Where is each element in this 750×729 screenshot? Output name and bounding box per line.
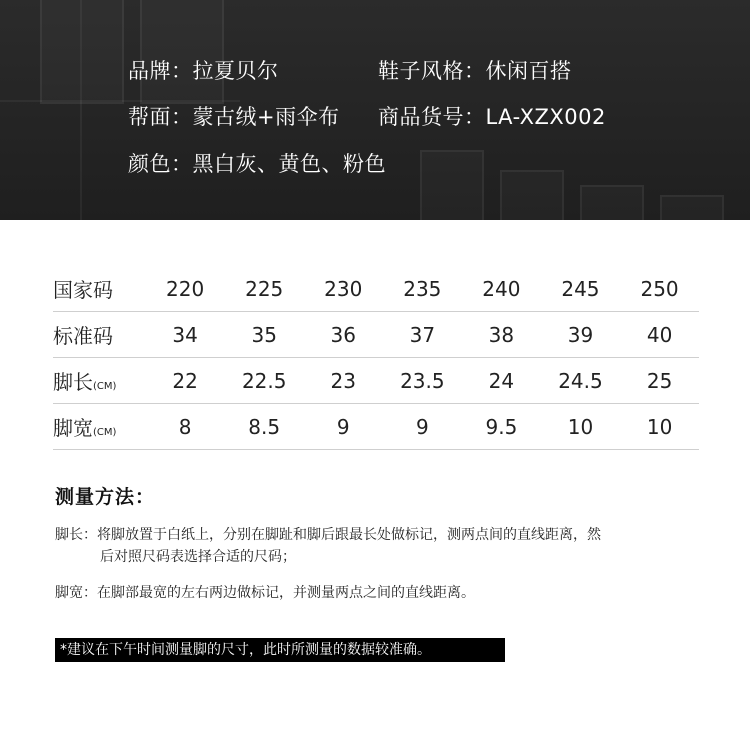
method-title: 测量方法： (55, 486, 156, 508)
table-cell: 10 (541, 404, 620, 450)
info-row-2 (128, 101, 628, 131)
upper-material-text: 帮面：蒙古绒+雨伞布 (128, 105, 340, 129)
table-cell: 23.5 (383, 358, 462, 404)
table-row (53, 404, 699, 450)
row-unit-text: (CM) (93, 381, 117, 392)
table-cell: 37 (383, 312, 462, 358)
color-text: 颜色：黑白灰、黄色、粉色 (128, 152, 386, 176)
window-shadow (40, 0, 124, 104)
table-cell: 25 (620, 358, 699, 404)
product-info-header (0, 0, 750, 220)
table-cell: 225 (225, 266, 304, 312)
table-cell: 24.5 (541, 358, 620, 404)
table-cell: 250 (620, 266, 699, 312)
table-cell: 8 (146, 404, 225, 450)
size-chart-table (53, 266, 699, 450)
table-cell: 24 (462, 358, 541, 404)
table-cell: 235 (383, 266, 462, 312)
row-label (53, 312, 146, 358)
table-row (53, 266, 699, 312)
table-cell: 22 (146, 358, 225, 404)
row-label-text: 标准码 (53, 324, 113, 348)
sku-text: 商品货号：LA-XZX002 (378, 105, 606, 129)
window-shadow (660, 195, 724, 220)
row-label-text: 国家码 (53, 278, 113, 302)
window-shadow (140, 0, 224, 104)
table-cell: 245 (541, 266, 620, 312)
info-row-3 (128, 148, 528, 178)
foot-width-instruction: 脚宽：在脚部最宽的左右两边做标记，并测量两点之间的直线距离。 (55, 585, 475, 601)
window-shadow (580, 185, 644, 220)
table-cell: 34 (146, 312, 225, 358)
table-cell: 22.5 (225, 358, 304, 404)
table-cell: 23 (304, 358, 383, 404)
table-cell: 220 (146, 266, 225, 312)
style-text: 鞋子风格：休闲百搭 (378, 59, 572, 83)
table-cell: 9 (383, 404, 462, 450)
table-cell: 35 (225, 312, 304, 358)
row-label-text: 脚长 (53, 370, 93, 394)
table-cell: 36 (304, 312, 383, 358)
table-cell: 38 (462, 312, 541, 358)
foot-length-line-2: 后对照尺码表选择合适的尺码； (100, 549, 296, 565)
info-row-1 (128, 55, 628, 85)
row-label (53, 358, 146, 404)
window-frame-line (80, 0, 82, 220)
row-label-text: 脚宽 (53, 416, 93, 440)
brand-text: 品牌：拉夏贝尔 (128, 59, 279, 83)
row-unit-text: (CM) (93, 427, 117, 438)
measurement-tip-banner: *建议在下午时间测量脚的尺寸，此时所测量的数据较准确。 (55, 638, 505, 662)
table-cell: 39 (541, 312, 620, 358)
foot-length-line-1: 脚长：将脚放置于白纸上，分别在脚趾和脚后跟最长处做标记，测两点间的直线距离，然 (55, 527, 601, 543)
row-label (53, 404, 146, 450)
table-cell: 40 (620, 312, 699, 358)
table-cell: 10 (620, 404, 699, 450)
table-cell: 240 (462, 266, 541, 312)
table-cell: 9 (304, 404, 383, 450)
table-row (53, 358, 699, 404)
table-cell: 9.5 (462, 404, 541, 450)
table-cell: 8.5 (225, 404, 304, 450)
row-label (53, 266, 146, 312)
table-row (53, 312, 699, 358)
table-cell: 230 (304, 266, 383, 312)
foot-length-instruction (55, 524, 705, 568)
